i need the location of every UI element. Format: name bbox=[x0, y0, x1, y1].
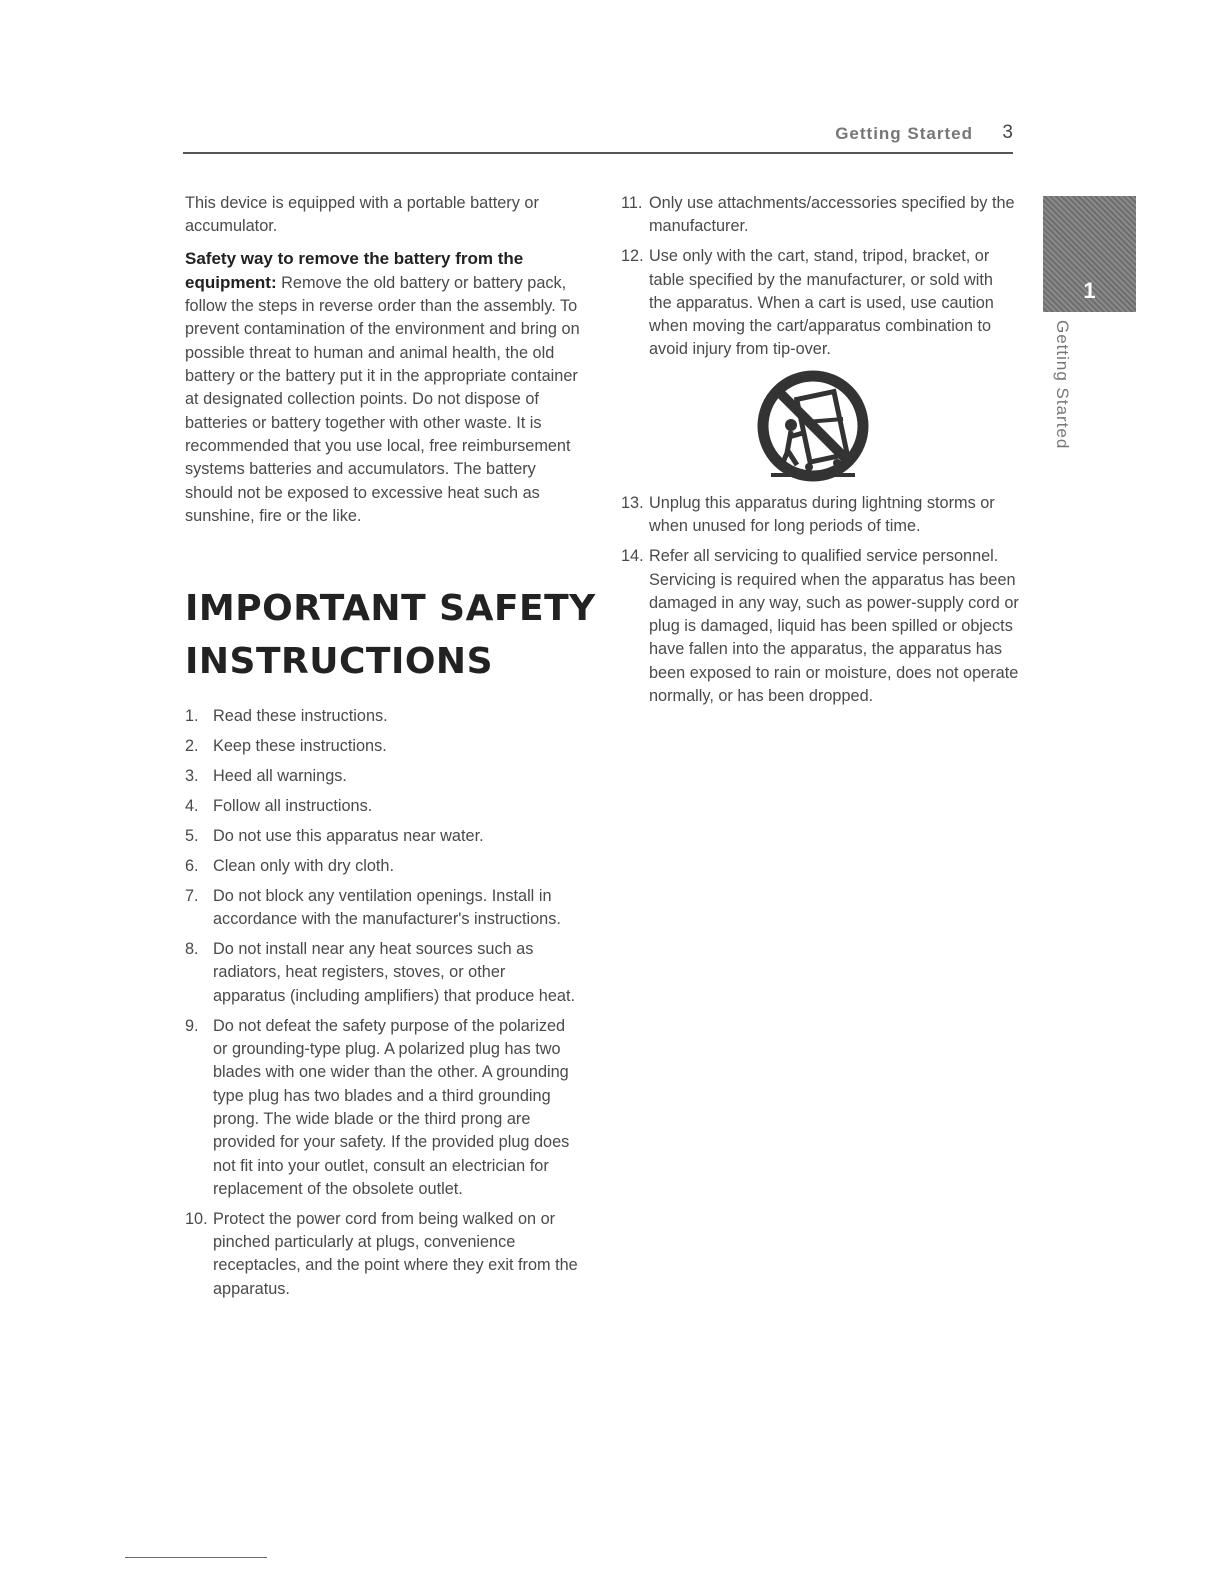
item-text: Keep these instructions. bbox=[213, 736, 387, 755]
item-number: 7. bbox=[185, 886, 199, 905]
item-text: Only use attachments/accessories specified by the manufacturer. bbox=[649, 194, 1015, 236]
safety-heading-line2: INSTRUCTIONS bbox=[185, 641, 493, 682]
item-text: Protect the power cord from being walked on or pinched particularly at plugs, convenience receptacles, and the point where they exit from the apparatus. bbox=[213, 1209, 578, 1298]
chapter-tab bbox=[1043, 196, 1136, 312]
item-number: 4. bbox=[185, 796, 199, 815]
list-item bbox=[185, 1015, 580, 1201]
instruction-list-right-a bbox=[621, 192, 1016, 362]
list-item bbox=[621, 192, 1016, 239]
item-number: 11. bbox=[621, 194, 643, 212]
battery-safety-paragraph bbox=[185, 247, 580, 529]
instruction-list-right-b bbox=[621, 492, 1021, 708]
cart-tipover-warning-icon bbox=[751, 367, 875, 485]
list-item bbox=[621, 545, 1021, 708]
item-number: 6. bbox=[185, 856, 199, 875]
list-item bbox=[185, 855, 580, 878]
bottom-rule bbox=[125, 1557, 267, 1558]
list-item bbox=[185, 765, 580, 788]
item-number: 13. bbox=[621, 494, 644, 512]
item-number: 8. bbox=[185, 940, 199, 959]
item-text: Do not use this apparatus near water. bbox=[213, 826, 484, 845]
right-instructions-bottom bbox=[621, 492, 1021, 715]
left-column-intro bbox=[185, 192, 580, 536]
item-text: Use only with the cart, stand, tripod, bracket, or table specified by the manufacturer, or sold with the apparatus. When a cart is used, use caution when moving the cart/apparatus combination to avoid injury from tip-over. bbox=[649, 247, 994, 359]
list-item bbox=[185, 795, 580, 818]
item-text: Do not install near any heat sources such as radiators, heat registers, stoves, or other apparatus (including amplifiers) that produce heat. bbox=[213, 940, 576, 1005]
item-number: 2. bbox=[185, 736, 199, 755]
item-number: 14. bbox=[621, 547, 644, 566]
item-number: 9. bbox=[185, 1016, 199, 1035]
list-item bbox=[185, 705, 580, 728]
chapter-number: 1 bbox=[1083, 278, 1096, 303]
right-instructions-top bbox=[621, 192, 1016, 368]
page-number: 3 bbox=[1002, 122, 1013, 143]
battery-safety-text: Remove the old battery or battery pack, follow the steps in reverse order than the assembly. To prevent contamination of the environment and bring on possible threat to human and animal health, the old battery or the battery put it in the appropriate container at designated collection points. Do not dispose of batteries or battery together with other waste. It is recommended that you use local, free reimbursement systems batteries and accumulators. The battery should not be exposed to excessive heat such as sunshine, fire or the like. bbox=[185, 273, 580, 525]
item-number: 10. bbox=[185, 1209, 208, 1228]
list-item bbox=[185, 735, 580, 758]
section-title: Getting Started bbox=[835, 124, 973, 143]
list-item bbox=[621, 245, 1016, 361]
list-item bbox=[185, 938, 580, 1008]
instruction-list-left bbox=[185, 705, 580, 1301]
item-text: Read these instructions. bbox=[213, 707, 388, 725]
item-number: 5. bbox=[185, 826, 199, 845]
item-text: Do not block any ventilation openings. Install in accordance with the manufacturer's instructions. bbox=[213, 886, 561, 929]
item-number: 12. bbox=[621, 247, 644, 266]
item-text: Follow all instructions. bbox=[213, 796, 373, 815]
safety-heading-line1: IMPORTANT SAFETY bbox=[185, 588, 596, 629]
page-header bbox=[183, 122, 1013, 154]
item-text: Heed all warnings. bbox=[213, 766, 347, 785]
item-text: Clean only with dry cloth. bbox=[213, 856, 394, 875]
list-item bbox=[185, 885, 580, 932]
safety-heading bbox=[185, 582, 605, 688]
item-number: 3. bbox=[185, 766, 199, 785]
item-number: 1. bbox=[185, 707, 199, 725]
list-item bbox=[185, 1208, 580, 1301]
item-text: Refer all servicing to qualified service personnel. Servicing is required when the apparatus has been damaged in any way, such as power-supply cord or plug is damaged, liquid has been spilled or objects have fallen into the apparatus, the apparatus has been exposed to rain or moisture, does not operate normally, or has been dropped. bbox=[649, 547, 1019, 706]
list-item bbox=[185, 825, 580, 848]
list-item bbox=[621, 492, 1021, 539]
battery-safety-label: Safety way to remove the battery from the equipment: bbox=[185, 248, 524, 292]
item-text: Unplug this apparatus during lightning storms or when unused for long periods of time. bbox=[649, 494, 995, 536]
chapter-label: Getting Started bbox=[1053, 320, 1072, 450]
left-instructions bbox=[185, 705, 580, 1308]
battery-intro: This device is equipped with a portable battery or accumulator. bbox=[185, 194, 539, 236]
item-text: Do not defeat the safety purpose of the polarized or grounding-type plug. A polarized plug has two blades with one wider than the other. A grounding type plug has two blades and a third grounding prong. The wide blade or the third prong are provided for your safety. If the provided plug does not fit into your outlet, consult an electrician for replacement of the obsolete outlet. bbox=[213, 1016, 570, 1198]
